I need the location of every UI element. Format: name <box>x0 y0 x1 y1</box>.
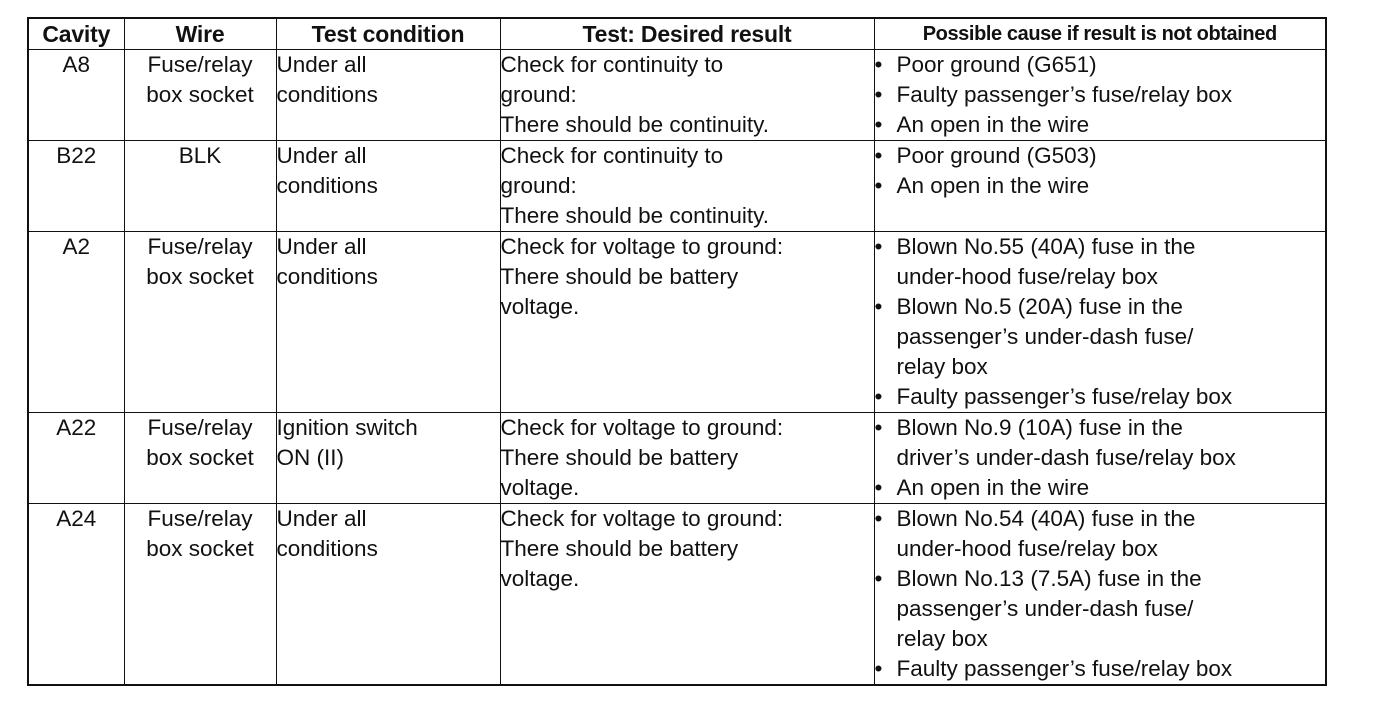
wire-text: Fuse/relay <box>147 506 253 531</box>
table-row <box>28 141 1326 232</box>
result-text: Check for voltage to ground: <box>500 506 784 531</box>
header-test-condition: Test condition <box>276 18 500 50</box>
wire-cell <box>124 504 276 686</box>
cause-list <box>875 504 1326 684</box>
cause-item <box>875 564 1326 654</box>
test-condition-cell <box>276 141 500 232</box>
cause-item <box>875 292 1326 382</box>
desired-result-cell <box>500 504 874 686</box>
result-text: There should be continuity. <box>500 112 769 137</box>
result-text: There should be battery <box>500 445 739 470</box>
cause-text: • Faulty passenger’s fuse/relay box <box>896 384 1233 409</box>
wire-text: box socket <box>146 445 254 470</box>
test-condition-cell <box>276 413 500 504</box>
cause-text: • An open in the wire <box>896 112 1090 137</box>
cavity-label: A8 <box>62 52 91 77</box>
result-text: There should be battery <box>500 264 739 289</box>
cause-text: relay box <box>896 354 988 379</box>
result-text: ground: <box>500 173 577 198</box>
cavity-label: B22 <box>56 143 97 168</box>
cause-text: under-hood fuse/relay box <box>896 536 1158 561</box>
result-text: Check for continuity to <box>500 52 724 77</box>
cause-text: under-hood fuse/relay box <box>896 264 1158 289</box>
table-row <box>28 232 1326 413</box>
desired-result-cell <box>500 413 874 504</box>
cause-text: driver’s under-dash fuse/relay box <box>896 445 1236 470</box>
table-row <box>28 504 1326 686</box>
desired-result-cell <box>500 141 874 232</box>
result-text: voltage. <box>500 475 580 500</box>
condition-text: Under all <box>276 234 367 259</box>
cavity-cell <box>28 141 124 232</box>
header-row <box>28 18 1326 50</box>
condition-text: Under all <box>276 52 367 77</box>
possible-cause-cell <box>874 141 1326 232</box>
table-row <box>28 50 1326 141</box>
cause-item <box>875 382 1326 412</box>
cause-item <box>875 171 1326 201</box>
header-possible-cause: Possible cause if result is not obtained <box>874 18 1326 50</box>
condition-text: Ignition switch <box>276 415 418 440</box>
wire-text: Fuse/relay <box>147 234 253 259</box>
troubleshooting-table <box>27 17 1327 686</box>
wire-text: box socket <box>146 264 254 289</box>
result-text: There should be battery <box>500 536 739 561</box>
wire-cell <box>124 50 276 141</box>
possible-cause-cell <box>874 504 1326 686</box>
header-wire: Wire <box>124 18 276 50</box>
condition-text: Under all <box>276 143 367 168</box>
condition-text: conditions <box>276 173 378 198</box>
wire-text: BLK <box>178 143 222 168</box>
cause-text: • Faulty passenger’s fuse/relay box <box>896 656 1233 681</box>
desired-result-cell <box>500 50 874 141</box>
cause-text: • Faulty passenger’s fuse/relay box <box>896 82 1233 107</box>
possible-cause-cell <box>874 50 1326 141</box>
cavity-cell <box>28 504 124 686</box>
table-body <box>28 50 1326 686</box>
header-cavity: Cavity <box>28 18 124 50</box>
cause-list <box>875 50 1326 140</box>
cause-text: • Poor ground (G503) <box>896 143 1097 168</box>
cause-item <box>875 473 1326 503</box>
cause-text: • An open in the wire <box>896 475 1090 500</box>
test-condition-cell <box>276 50 500 141</box>
cause-text: • Blown No.13 (7.5A) fuse in the <box>896 566 1202 591</box>
wire-cell <box>124 141 276 232</box>
cause-item <box>875 413 1326 473</box>
condition-text: conditions <box>276 82 378 107</box>
cause-text: • Blown No.54 (40A) fuse in the <box>896 506 1196 531</box>
cavity-cell <box>28 232 124 413</box>
cause-item <box>875 50 1326 80</box>
cause-item <box>875 654 1326 684</box>
cause-text: • Blown No.55 (40A) fuse in the <box>896 234 1196 259</box>
result-text: Check for voltage to ground: <box>500 234 784 259</box>
condition-text: conditions <box>276 536 378 561</box>
cause-text: relay box <box>896 626 988 651</box>
cause-item <box>875 232 1326 292</box>
cause-item <box>875 80 1326 110</box>
wire-cell <box>124 232 276 413</box>
cavity-cell <box>28 413 124 504</box>
cause-item <box>875 504 1326 564</box>
desired-result-cell <box>500 232 874 413</box>
result-text: ground: <box>500 82 577 107</box>
condition-text: conditions <box>276 264 378 289</box>
possible-cause-cell <box>874 232 1326 413</box>
result-text: voltage. <box>500 566 580 591</box>
cavity-label: A22 <box>56 415 97 440</box>
cause-item <box>875 141 1326 171</box>
table-row <box>28 413 1326 504</box>
result-text: Check for continuity to <box>500 143 724 168</box>
test-condition-cell <box>276 232 500 413</box>
cause-text: • Blown No.9 (10A) fuse in the <box>896 415 1183 440</box>
cause-item <box>875 110 1326 140</box>
cause-text: • An open in the wire <box>896 173 1090 198</box>
test-condition-cell <box>276 504 500 686</box>
condition-text: ON (II) <box>276 445 344 470</box>
cause-text: passenger’s under-dash fuse/ <box>896 324 1194 349</box>
result-text: Check for voltage to ground: <box>500 415 784 440</box>
wire-cell <box>124 413 276 504</box>
cavity-cell <box>28 50 124 141</box>
wire-text: Fuse/relay <box>147 52 253 77</box>
cause-list <box>875 232 1326 412</box>
cause-text: • Blown No.5 (20A) fuse in the <box>896 294 1183 319</box>
wire-text: box socket <box>146 82 254 107</box>
wire-text: box socket <box>146 536 254 561</box>
cause-text: passenger’s under-dash fuse/ <box>896 596 1194 621</box>
cavity-label: A24 <box>56 506 97 531</box>
possible-cause-cell <box>874 413 1326 504</box>
cause-list <box>875 141 1326 201</box>
condition-text: Under all <box>276 506 367 531</box>
cavity-label: A2 <box>62 234 91 259</box>
wire-text: Fuse/relay <box>147 415 253 440</box>
cause-list <box>875 413 1326 503</box>
header-desired-result: Test: Desired result <box>500 18 874 50</box>
result-text: voltage. <box>500 294 580 319</box>
cause-text: • Poor ground (G651) <box>896 52 1097 77</box>
result-text: There should be continuity. <box>500 203 769 228</box>
